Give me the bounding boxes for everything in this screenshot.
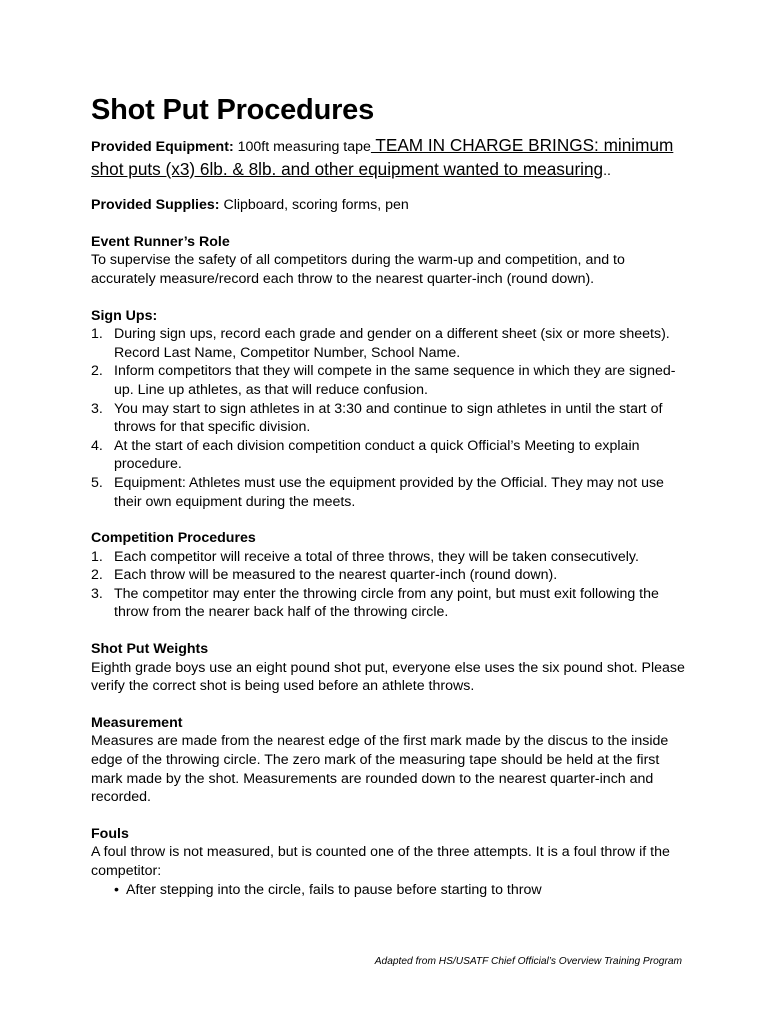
list-item-text: After stepping into the circle, fails to pause before starting to throw — [126, 881, 542, 898]
list-item-text: Each competitor will receive a total of three throws, they will be taken consecutively. — [114, 548, 639, 565]
list-item — [91, 566, 691, 585]
list-item — [91, 548, 691, 567]
bullet-icon: • — [114, 881, 119, 898]
fouls-section — [91, 825, 691, 899]
measurement-heading: Measurement — [91, 714, 183, 731]
list-item-text: Inform competitors that they will compete in the same sequence in which they are signed-up. Line up athletes, as that will reduce confusion. — [114, 363, 676, 398]
measurement-section — [91, 714, 691, 807]
list-item — [91, 325, 691, 362]
provided-equipment-label: Provided Equipment: — [91, 139, 234, 155]
list-item — [91, 474, 691, 511]
list-number: 1. — [91, 326, 103, 343]
measurement-text: Measures are made from the nearest edge of the first mark made by the discus to the inside edge of the throwing circle. The zero mark of the measuring tape should be held at the first mark made by the shot. Measurements are rounded down to the nearest quarter-inch and recorded. — [91, 733, 669, 806]
provided-equipment — [91, 134, 691, 182]
list-item — [91, 437, 691, 474]
list-number: 5. — [91, 474, 103, 491]
event-runner-heading: Event Runner’s Role — [91, 233, 230, 250]
event-runner-section — [91, 233, 691, 289]
list-item — [91, 400, 691, 437]
list-number: 2. — [91, 363, 103, 380]
provided-equipment-value: 100ft measuring tape — [233, 139, 371, 155]
fouls-list — [91, 881, 691, 900]
provided-supplies-value: Clipboard, scoring forms, pen — [219, 197, 409, 214]
team-note-tail: .. — [603, 163, 611, 179]
list-item-text: Equipment: Athletes must use the equipment provided by the Official. They may not use their own equipment during the meets. — [114, 474, 664, 510]
competition-list — [91, 548, 691, 622]
list-item — [91, 362, 691, 399]
list-number: 2. — [91, 567, 103, 584]
fouls-heading: Fouls — [91, 825, 129, 842]
list-item-text: At the start of each division competition conduct a quick Official’s Meeting to explain procedure. — [114, 437, 640, 473]
weights-heading: Shot Put Weights — [91, 641, 209, 658]
provided-supplies — [91, 196, 691, 215]
footer-credit: Adapted from HS/USATF Chief Official’s Overview Training Program — [374, 956, 682, 967]
list-item-text: The competitor may enter the throwing circle from any point, but must exit following the throw from the nearer back half of the throwing circle. — [114, 585, 659, 621]
weights-section — [91, 640, 691, 696]
page-title: Shot Put Procedures — [91, 94, 375, 126]
fouls-text: A foul throw is not measured, but is counted one of the three attempts. It is a foul throw if the competitor: — [91, 844, 670, 879]
list-number: 4. — [91, 437, 103, 454]
sign-ups-list — [91, 325, 691, 511]
list-item-text: You may start to sign athletes in at 3:30 and continue to sign athletes in until the start of throws for that specific division. — [114, 400, 663, 436]
list-item-text: During sign ups, record each grade and gender on a different sheet (six or more sheets). Record Last Name, Competitor Number, School Name. — [114, 326, 670, 361]
document-page — [91, 92, 691, 899]
list-number: 3. — [91, 400, 103, 417]
list-number: 1. — [91, 548, 103, 565]
competition-heading: Competition Procedures — [91, 530, 256, 547]
list-number: 3. — [91, 585, 103, 602]
list-item-text: Each throw will be measured to the nearest quarter-inch (round down). — [114, 567, 558, 584]
list-item — [91, 585, 691, 622]
sign-ups-section — [91, 307, 691, 512]
sign-ups-heading: Sign Ups: — [91, 307, 158, 324]
weights-text: Eighth grade boys use an eight pound shot put, everyone else uses the six pound shot. Please verify the correct shot is being used before an athlete throws. — [91, 659, 685, 695]
list-item — [91, 881, 691, 900]
team-in-charge-note: TEAM IN CHARGE BRINGS: minimum shot puts (x3) 6lb. & 8lb. and other equipment wanted to measuring — [91, 135, 674, 179]
competition-section — [91, 529, 691, 622]
provided-supplies-label: Provided Supplies: — [91, 197, 220, 214]
event-runner-text: To supervise the safety of all competitors during the warm-up and competition, and to accurately measure/record each throw to the nearest quarter-inch (round down). — [91, 252, 625, 287]
